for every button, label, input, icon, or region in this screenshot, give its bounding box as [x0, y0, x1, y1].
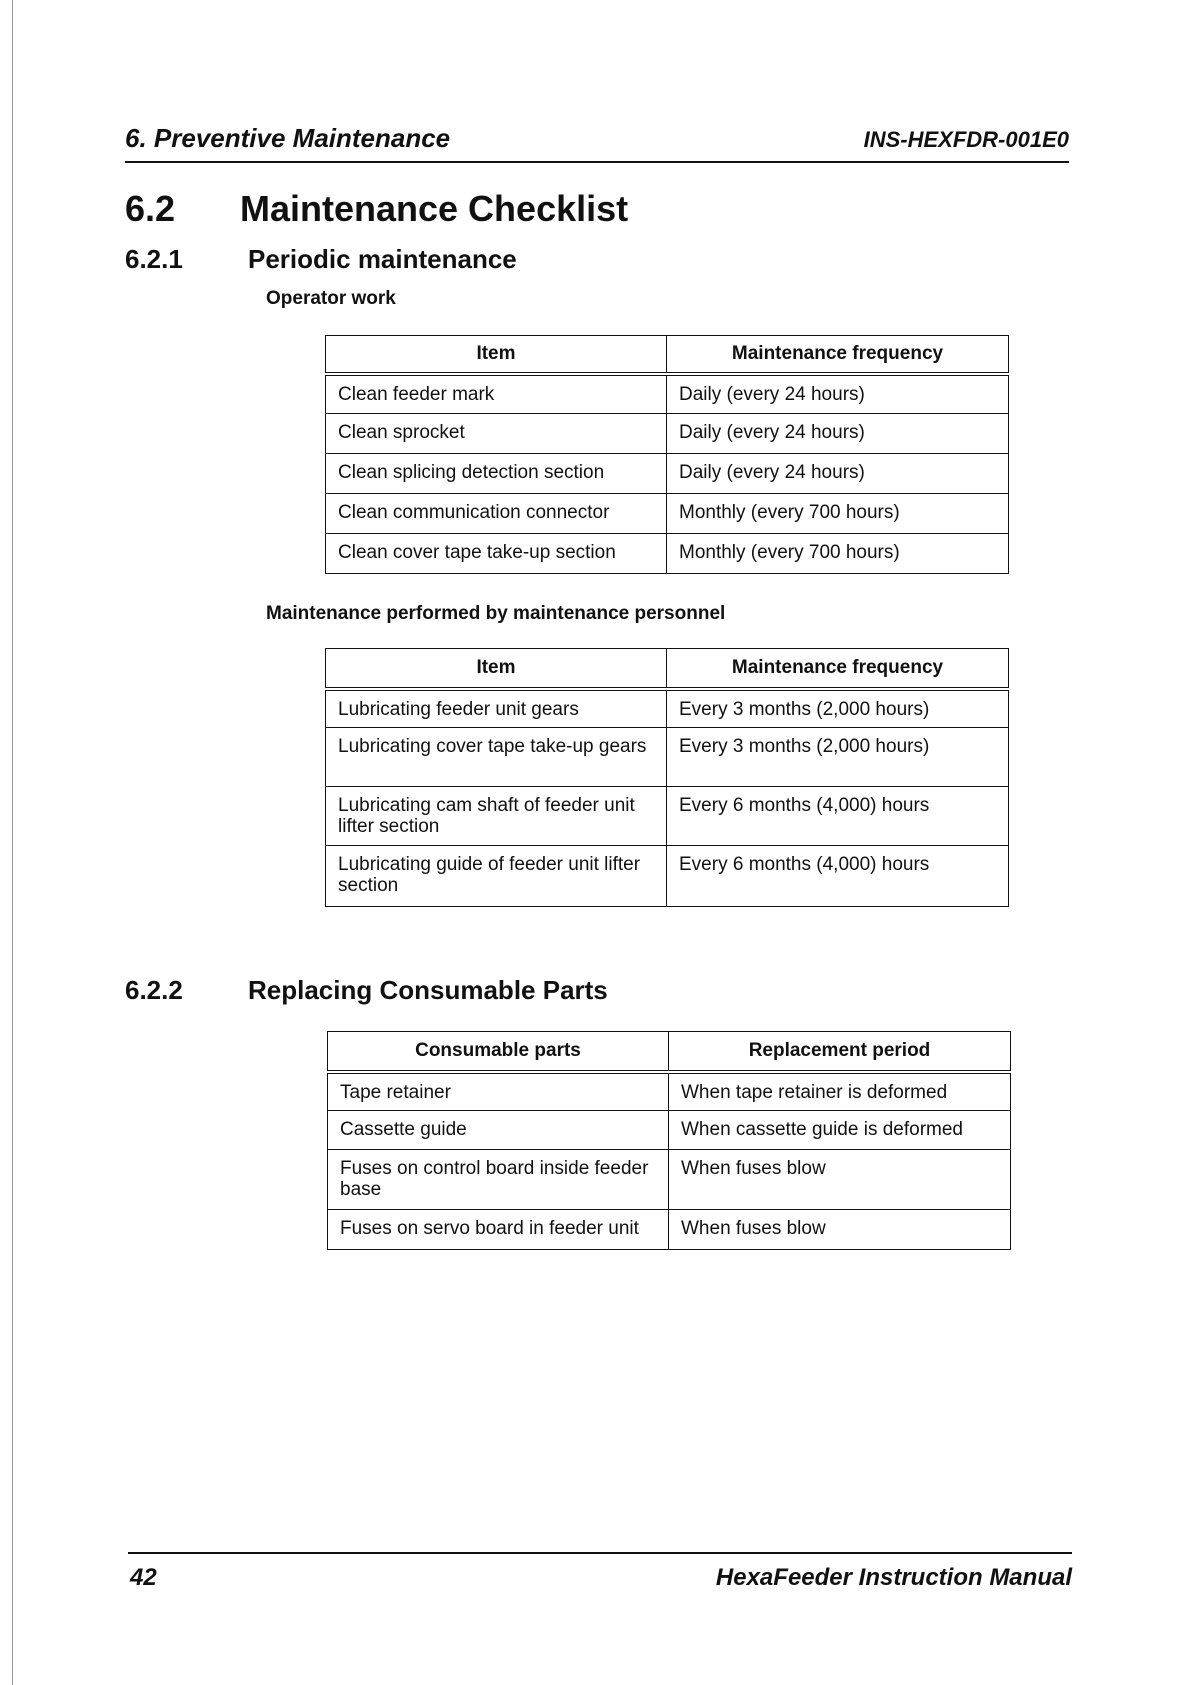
- item-cell: Lubricating cam shaft of feeder unit lifter section: [326, 787, 667, 846]
- item-cell: Lubricating cover tape take-up gears: [326, 728, 667, 787]
- column-header: Item: [326, 649, 667, 689]
- table-row: [328, 1111, 1011, 1150]
- frequency-cell: Every 6 months (4,000) hours: [667, 787, 1009, 846]
- table-header-row: [328, 1032, 1011, 1072]
- item-cell: Clean cover tape take-up section: [326, 534, 667, 574]
- table-row: [326, 454, 1009, 494]
- part-cell: Fuses on servo board in feeder unit: [328, 1210, 669, 1250]
- personnel-maintenance-table: [325, 648, 1009, 907]
- table-header-row: [326, 649, 1009, 689]
- page-footer: [128, 1552, 1072, 1591]
- table-row: [326, 846, 1009, 907]
- scan-edge-line: [12, 0, 13, 1685]
- frequency-cell: Every 3 months (2,000 hours): [667, 728, 1009, 787]
- item-cell: Clean feeder mark: [326, 374, 667, 414]
- personnel-maintenance-heading: Maintenance performed by maintenance personnel: [266, 603, 726, 624]
- table-row: [326, 494, 1009, 534]
- manual-title: HexaFeeder Instruction Manual: [715, 1564, 1072, 1591]
- column-header: Maintenance frequency: [667, 336, 1009, 374]
- consumable-parts-table: [327, 1031, 1011, 1250]
- part-cell: Cassette guide: [328, 1111, 669, 1150]
- frequency-cell: Daily (every 24 hours): [667, 414, 1009, 454]
- period-cell: When cassette guide is deformed: [669, 1111, 1011, 1150]
- period-cell: When fuses blow: [669, 1210, 1011, 1250]
- table-row: [326, 728, 1009, 787]
- table-row: [326, 534, 1009, 574]
- section-number: 6.2: [125, 188, 176, 229]
- table-row: [328, 1210, 1011, 1250]
- table-row: [326, 414, 1009, 454]
- subsection-title: Replacing Consumable Parts: [248, 975, 608, 1005]
- period-cell: When tape retainer is deformed: [669, 1072, 1011, 1111]
- operator-work-table: [325, 335, 1009, 574]
- frequency-cell: Monthly (every 700 hours): [667, 494, 1009, 534]
- item-cell: Clean communication connector: [326, 494, 667, 534]
- item-cell: Lubricating guide of feeder unit lifter section: [326, 846, 667, 907]
- table-row: [326, 787, 1009, 846]
- subsection-title: Periodic maintenance: [248, 244, 517, 274]
- subsection-number: 6.2.2: [125, 975, 183, 1005]
- frequency-cell: Daily (every 24 hours): [667, 454, 1009, 494]
- subsection-consumables-heading: [125, 975, 608, 1006]
- section-heading: [125, 188, 628, 230]
- frequency-cell: Every 6 months (4,000) hours: [667, 846, 1009, 907]
- period-cell: When fuses blow: [669, 1150, 1011, 1210]
- subsection-number: 6.2.1: [125, 244, 183, 274]
- table-header-row: [326, 336, 1009, 374]
- header-doc-code: INS-HEXFDR-001E0: [863, 127, 1069, 152]
- section-title: Maintenance Checklist: [240, 188, 629, 229]
- frequency-cell: Every 3 months (2,000 hours): [667, 689, 1009, 728]
- page-header: [125, 119, 1069, 163]
- table-row: [326, 374, 1009, 414]
- part-cell: Fuses on control board inside feeder base: [328, 1150, 669, 1210]
- page-number: 42: [130, 1564, 157, 1591]
- part-cell: Tape retainer: [328, 1072, 669, 1111]
- column-header: Consumable parts: [328, 1032, 669, 1072]
- subsection-periodic-heading: [125, 244, 517, 275]
- table-row: [328, 1150, 1011, 1210]
- header-section-title: 6. Preventive Maintenance: [125, 123, 451, 153]
- table-row: [328, 1072, 1011, 1111]
- column-header: Item: [326, 336, 667, 374]
- column-header: Replacement period: [669, 1032, 1011, 1072]
- operator-work-heading: Operator work: [266, 288, 396, 309]
- item-cell: Clean sprocket: [326, 414, 667, 454]
- item-cell: Clean splicing detection section: [326, 454, 667, 494]
- column-header: Maintenance frequency: [667, 649, 1009, 689]
- frequency-cell: Daily (every 24 hours): [667, 374, 1009, 414]
- frequency-cell: Monthly (every 700 hours): [667, 534, 1009, 574]
- table-row: [326, 689, 1009, 728]
- item-cell: Lubricating feeder unit gears: [326, 689, 667, 728]
